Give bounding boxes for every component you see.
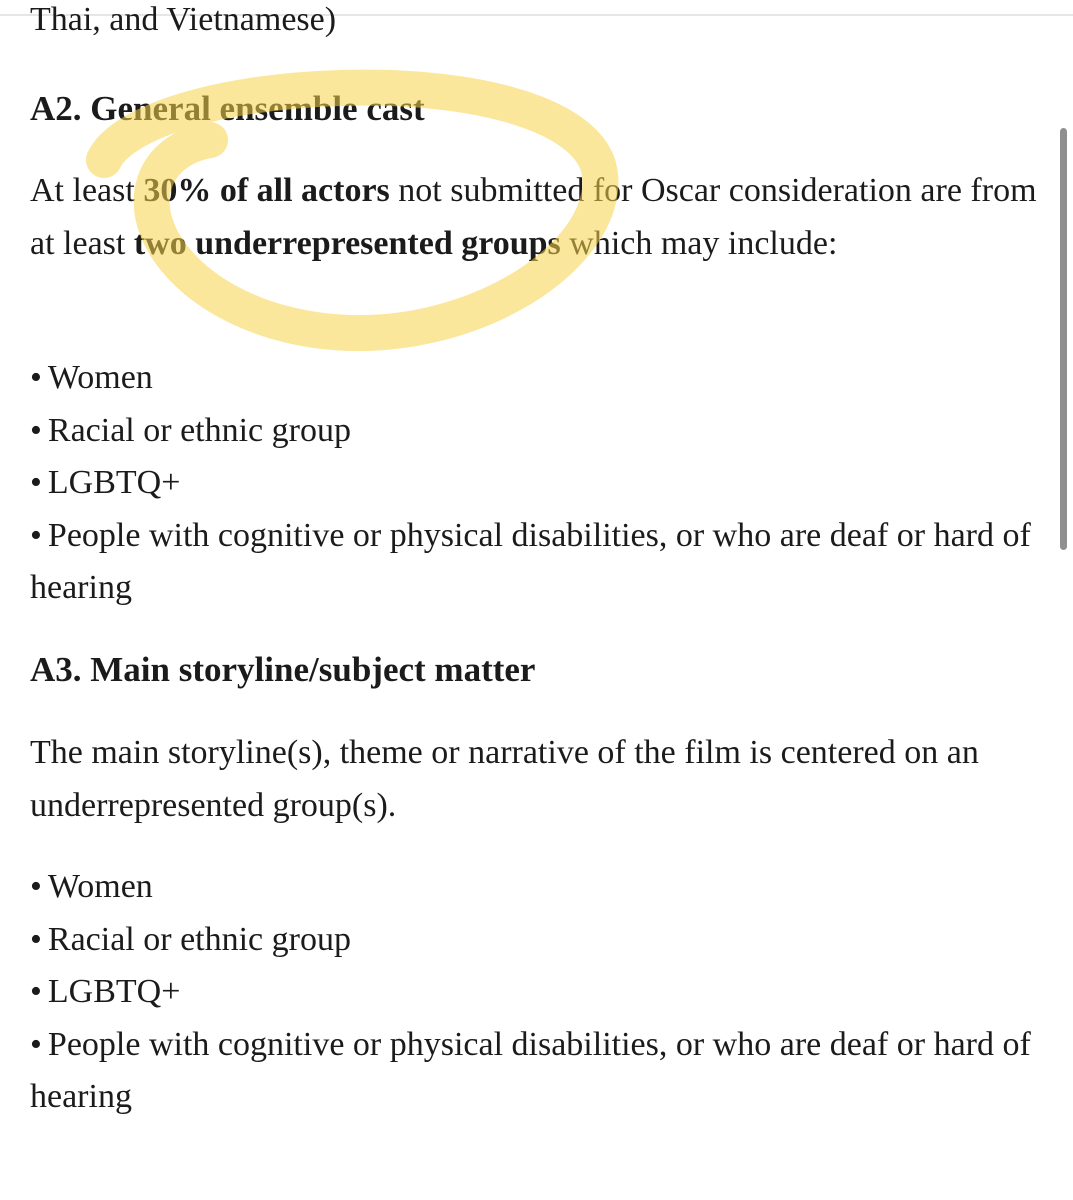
section-heading-a2: A2. General ensemble cast [30,89,425,128]
scrollbar-thumb[interactable] [1060,128,1067,550]
bullet-list-a3 [30,861,1045,1124]
bold-phrase-groups: two underrepresented groups [133,225,561,262]
list-item: • People with cognitive or physical disabilities, or who are deaf or hard of hearing [30,1019,1045,1124]
section-heading-a3: A3. Main storyline/subject matter [30,650,536,689]
list-item: • Racial or ethnic group [30,914,1045,967]
partial-text-line: Thai, and Vietnamese) [30,1,337,38]
bullet-list-a2 [30,352,1045,615]
list-item: • LGBTQ+ [30,966,1045,1019]
list-item: • Women [30,352,1045,405]
paragraph-text: At least [30,172,144,209]
list-item: • LGBTQ+ [30,457,1045,510]
list-item: • People with cognitive or physical disabilities, or who are deaf or hard of hearing [30,510,1045,615]
section-paragraph-a2 [30,164,1045,270]
paragraph-text: not submitted for Oscar consideration are from at least [30,172,1037,262]
list-item: • Women [30,861,1045,914]
section-paragraph-a3: The main storyline(s), theme or narrative of the film is centered on an underrepresented group(s). [30,734,979,824]
paragraph-text: which may include: [560,225,838,262]
bold-phrase-percentage: 30% of all actors [143,172,390,209]
list-item: • Racial or ethnic group [30,405,1045,458]
